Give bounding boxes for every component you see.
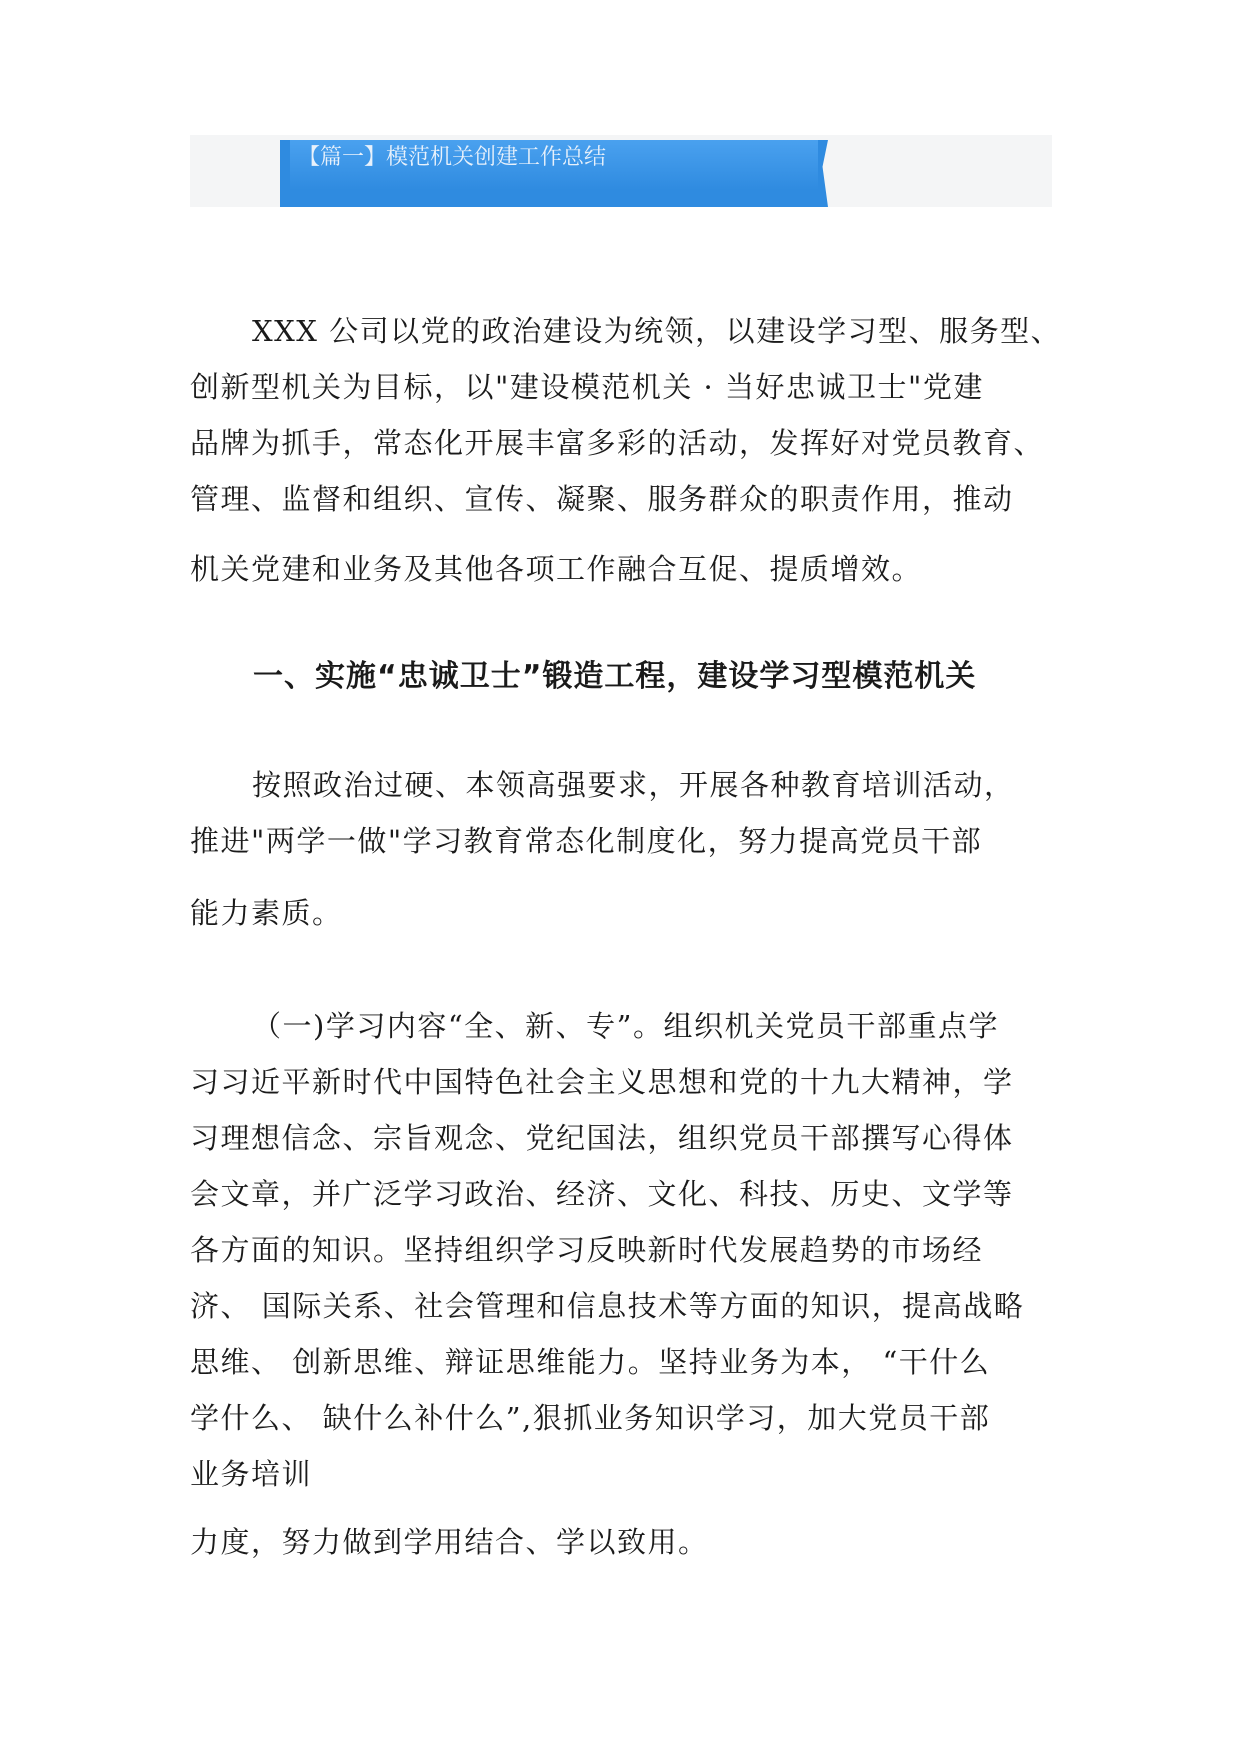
para-line: 会文章，并广泛学习政治、经济、文化、科技、历史、文学等: [190, 1177, 1014, 1211]
para-line: 习习近平新时代中国特色社会主义思想和党的十九大精神，学: [190, 1065, 1014, 1099]
para-line: 能力素质。: [190, 896, 343, 930]
para-line: （一)学习内容“全、新、专”。组织机关党员干部重点学: [252, 1009, 999, 1043]
section-heading: 一、实施“忠诚卫士”锻造工程，建设学习型模范机关: [253, 659, 977, 694]
header-banner: [190, 135, 1052, 207]
intro-line: 品牌为抓手，常态化开展丰富多彩的活动，发挥好对党员教育、: [190, 426, 1045, 460]
intro-line: 管理、监督和组织、宣传、凝聚、服务群众的职责作用，推动: [190, 482, 1014, 516]
banner-title: 【篇一】模范机关创建工作总结: [298, 145, 607, 170]
intro-line: XXX 公司以党的政治建设为统领，以建设学习型、服务型、: [252, 314, 1062, 348]
para-line: 推进"两学一做"学习教育常态化制度化，努力提高党员干部: [190, 824, 983, 858]
section1-paragraph-2: [190, 998, 1070, 1570]
para-line: 各方面的知识。坚持组织学习反映新时代发展趋势的市场经: [190, 1233, 984, 1267]
para-line: 济、 国际关系、社会管理和信息技术等方面的知识，提高战略: [190, 1289, 1025, 1323]
intro-line: 机关党建和业务及其他各项工作融合互促、提质增效。: [190, 552, 923, 586]
para-line: 力度，努力做到学用结合、学以致用。: [190, 1525, 709, 1559]
para-line: 习理想信念、宗旨观念、党纪国法，组织党员干部撰写心得体: [190, 1121, 1014, 1155]
intro-paragraph: [190, 303, 1070, 597]
para-line: 学什么、 缺什么补什么”,狠抓业务知识学习，加大党员干部: [190, 1401, 991, 1435]
section1-paragraph-1: [190, 757, 1070, 941]
para-line: 按照政治过硬、本领高强要求，开展各种教育培训活动，: [252, 768, 1015, 802]
intro-line: 创新型机关为目标，以"建设模范机关 · 当好忠诚卫士"党建: [190, 370, 984, 404]
para-line: 思维、 创新思维、辩证思维能力。坚持业务为本， “干什么: [190, 1345, 991, 1379]
para-line: 业务培训: [190, 1457, 313, 1491]
banner-inner: [290, 140, 818, 190]
